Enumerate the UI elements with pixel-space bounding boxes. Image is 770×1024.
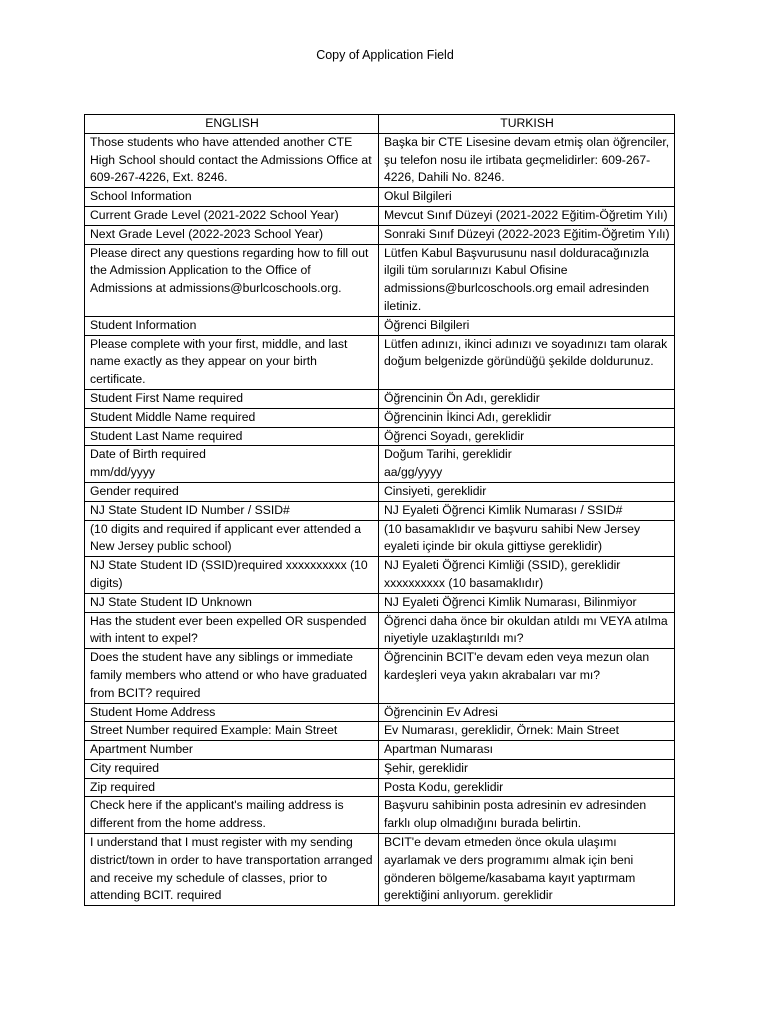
table-row	[85, 225, 675, 244]
table-row	[85, 427, 675, 446]
table-row	[85, 778, 675, 797]
table-row	[85, 722, 675, 741]
turkish-cell: Ev Numarası, gereklidir, Örnek: Main Street	[379, 722, 675, 741]
english-cell: Student Last Name required	[85, 427, 379, 446]
table-row	[85, 741, 675, 760]
turkish-cell: Öğrencinin Ön Adı, gereklidir	[379, 389, 675, 408]
turkish-cell: (10 basamaklıdır ve başvuru sahibi New Jersey eyaleti içinde bir okula gittiyse gereklidir)	[379, 520, 675, 557]
turkish-cell: Öğrencinin BCIT'e devam eden veya mezun olan kardeşleri veya yakın akrabaları var mı?	[379, 649, 675, 703]
english-cell: Apartment Number	[85, 741, 379, 760]
table-row	[85, 316, 675, 335]
table-row	[85, 834, 675, 906]
english-cell: Has the student ever been expelled OR suspended with intent to expel?	[85, 612, 379, 649]
table-row	[85, 557, 675, 594]
table-row	[85, 335, 675, 389]
table-row	[85, 206, 675, 225]
turkish-cell: Lütfen Kabul Başvurusunu nasıl dolduracağınızla ilgili tüm sorularınızı Kabul Ofisine admissions@burlcoschools.org email adresinden iletiniz.	[379, 244, 675, 316]
turkish-cell: NJ Eyaleti Öğrenci Kimliği (SSID), gereklidir xxxxxxxxxx (10 basamaklıdır)	[379, 557, 675, 594]
table-body	[85, 133, 675, 905]
english-cell: Current Grade Level (2021-2022 School Year)	[85, 206, 379, 225]
english-column-header: ENGLISH	[85, 115, 379, 134]
english-cell: Zip required	[85, 778, 379, 797]
table-row	[85, 408, 675, 427]
english-cell: I understand that I must register with my sending district/town in order to have transportation arranged and receive my schedule of classes, prior to attending BCIT. required	[85, 834, 379, 906]
english-cell: Student Middle Name required	[85, 408, 379, 427]
turkish-cell: Öğrenci Bilgileri	[379, 316, 675, 335]
table-row	[85, 703, 675, 722]
table-row	[85, 612, 675, 649]
english-cell: Please direct any questions regarding how to fill out the Admission Application to the Office of Admissions at admissions@burlcoschools.org.	[85, 244, 379, 316]
turkish-cell: Doğum Tarihi, gereklidir aa/gg/yyyy	[379, 446, 675, 483]
turkish-cell: Okul Bilgileri	[379, 188, 675, 207]
turkish-cell: Posta Kodu, gereklidir	[379, 778, 675, 797]
turkish-cell: Mevcut Sınıf Düzeyi (2021-2022 Eğitim-Öğretim Yılı)	[379, 206, 675, 225]
turkish-cell: Lütfen adınızı, ikinci adınızı ve soyadınızı tam olarak doğum belgenizde göründüğü şekilde doldurunuz.	[379, 335, 675, 389]
english-cell: Please complete with your first, middle, and last name exactly as they appear on your birth certificate.	[85, 335, 379, 389]
english-cell: NJ State Student ID Number / SSID#	[85, 501, 379, 520]
english-cell: School Information	[85, 188, 379, 207]
turkish-cell: Öğrenci Soyadı, gereklidir	[379, 427, 675, 446]
table-row	[85, 188, 675, 207]
turkish-column-header: TURKISH	[379, 115, 675, 134]
english-cell: Student First Name required	[85, 389, 379, 408]
table-row	[85, 759, 675, 778]
turkish-cell: NJ Eyaleti Öğrenci Kimlik Numarası, Bilinmiyor	[379, 593, 675, 612]
english-cell: Student Home Address	[85, 703, 379, 722]
turkish-cell: Şehir, gereklidir	[379, 759, 675, 778]
english-cell: NJ State Student ID Unknown	[85, 593, 379, 612]
table-row	[85, 501, 675, 520]
translation-table	[84, 114, 675, 906]
table-row	[85, 389, 675, 408]
turkish-cell: BCIT'e devam etmeden önce okula ulaşımı ayarlamak ve ders programımı almak için beni gönderen bölgeme/kasabama kayıt yaptırmam gerektiğini anlıyorum. gereklidir	[379, 834, 675, 906]
turkish-cell: Sonraki Sınıf Düzeyi (2022-2023 Eğitim-Öğretim Yılı)	[379, 225, 675, 244]
english-cell: Does the student have any siblings or immediate family members who attend or who have graduated from BCIT? required	[85, 649, 379, 703]
turkish-cell: Başka bir CTE Lisesine devam etmiş olan öğrenciler, şu telefon nosu ile irtibata geçmelidirler: 609-267-4226, Dahili No. 8246.	[379, 133, 675, 187]
english-cell: (10 digits and required if applicant ever attended a New Jersey public school)	[85, 520, 379, 557]
turkish-cell: Öğrencinin Ev Adresi	[379, 703, 675, 722]
turkish-cell: Apartman Numarası	[379, 741, 675, 760]
english-cell: NJ State Student ID (SSID)required xxxxxxxxxx (10 digits)	[85, 557, 379, 594]
turkish-cell: Başvuru sahibinin posta adresinin ev adresinden farklı olup olmadığını burada belirtin.	[379, 797, 675, 834]
english-cell: Next Grade Level (2022-2023 School Year)	[85, 225, 379, 244]
table-row	[85, 133, 675, 187]
english-cell: Gender required	[85, 482, 379, 501]
document-title: Copy of Application Field	[316, 48, 454, 62]
english-cell: Those students who have attended another CTE High School should contact the Admissions Office at 609-267-4226, Ext. 8246.	[85, 133, 379, 187]
header-row	[85, 115, 675, 134]
table-row	[85, 446, 675, 483]
table-row	[85, 520, 675, 557]
table-row	[85, 482, 675, 501]
english-cell: Student Information	[85, 316, 379, 335]
english-cell: Date of Birth required mm/dd/yyyy	[85, 446, 379, 483]
turkish-cell: Öğrencinin İkinci Adı, gereklidir	[379, 408, 675, 427]
table-row	[85, 244, 675, 316]
english-cell: City required	[85, 759, 379, 778]
turkish-cell: Cinsiyeti, gereklidir	[379, 482, 675, 501]
table-row	[85, 797, 675, 834]
table-row	[85, 593, 675, 612]
table-row	[85, 649, 675, 703]
turkish-cell: Öğrenci daha önce bir okuldan atıldı mı VEYA atılma niyetiyle uzaklaştırıldı mı?	[379, 612, 675, 649]
english-cell: Check here if the applicant's mailing address is different from the home address.	[85, 797, 379, 834]
turkish-cell: NJ Eyaleti Öğrenci Kimlik Numarası / SSID#	[379, 501, 675, 520]
english-cell: Street Number required Example: Main Street	[85, 722, 379, 741]
